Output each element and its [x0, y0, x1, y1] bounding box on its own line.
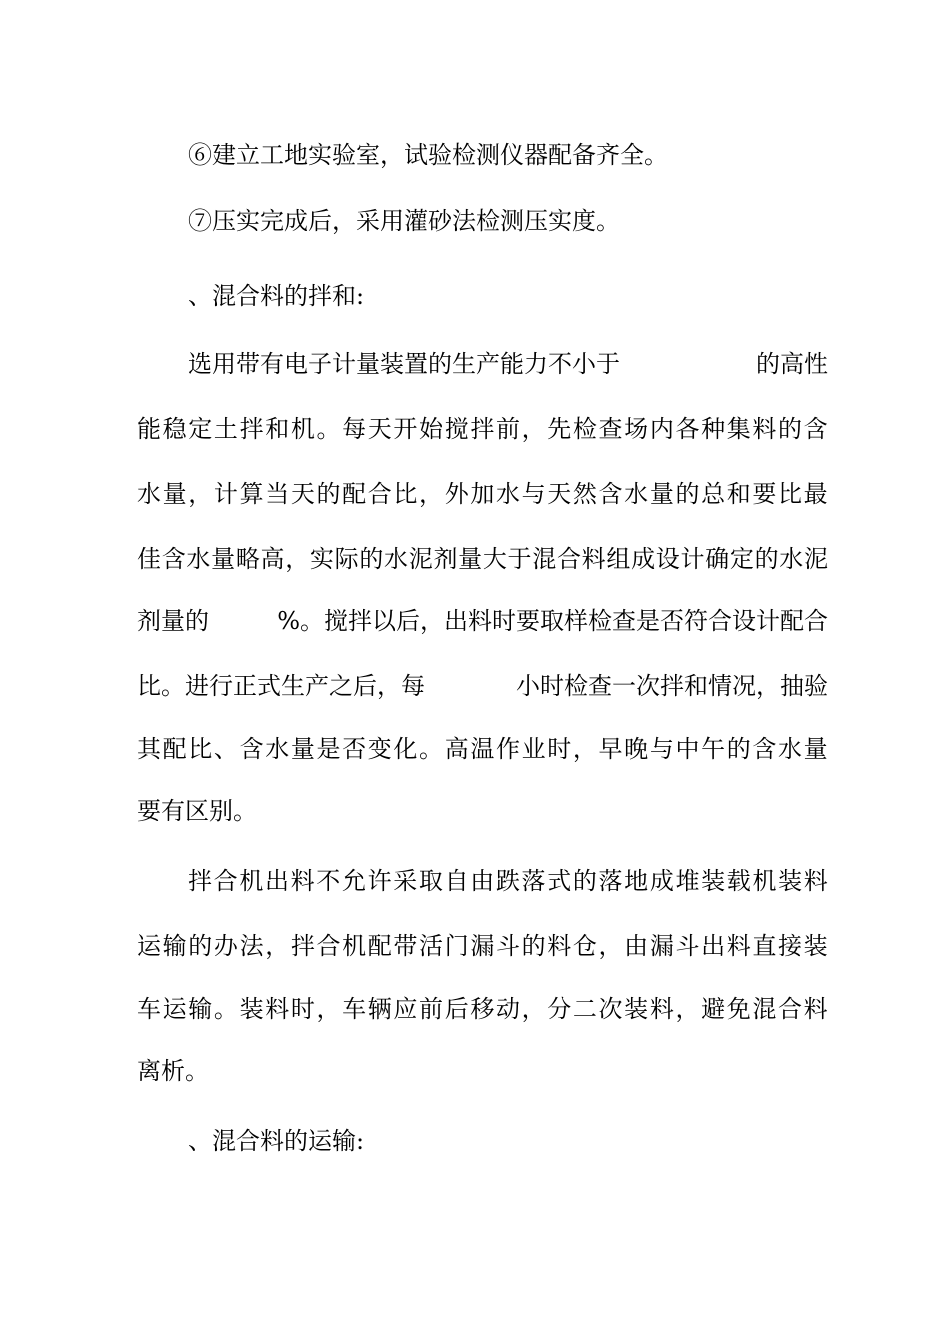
paragraph-char: 采: [393, 867, 418, 895]
paragraph-char: 水: [495, 480, 520, 508]
paragraph-char: 自: [444, 867, 469, 895]
paragraph-char: 水: [779, 545, 804, 573]
paragraph-char: ，: [675, 995, 700, 1023]
paragraph-char: ，: [521, 415, 546, 443]
paragraph-char: 合: [778, 995, 803, 1023]
paragraph-char: 漏: [649, 932, 674, 960]
paragraph-char: 混: [532, 545, 557, 573]
paragraph-char: 混: [752, 995, 777, 1023]
paragraph-char: 水: [186, 545, 211, 573]
paragraph-char: 出: [264, 867, 289, 895]
paragraph-char: 的: [316, 480, 341, 508]
paragraph-char: 略: [235, 545, 260, 573]
paragraph-char: 含: [752, 735, 777, 763]
paragraph-char: ，: [285, 545, 310, 573]
paragraph-char: 料: [290, 867, 315, 895]
paragraph-char: 量: [211, 545, 236, 573]
paragraph-char: 料: [752, 415, 777, 443]
paragraph-char: 与: [521, 480, 546, 508]
paragraph-char: 中: [675, 735, 700, 763]
paragraph-char: 拌: [239, 415, 264, 443]
paragraph-char: 的: [778, 415, 803, 443]
paragraph-char: 与: [649, 735, 674, 763]
paragraph-line: 离析。: [137, 1057, 209, 1085]
paragraph-char: 合: [316, 932, 341, 960]
paragraph-char: 仓: [572, 932, 597, 960]
paragraph-char: 当: [265, 480, 290, 508]
paragraph-char: 装: [624, 995, 649, 1023]
paragraph-char: 外: [444, 480, 469, 508]
paragraph-line-text-a: 剂量的: [137, 607, 209, 635]
paragraph-char: ，: [419, 480, 444, 508]
paragraph-char: 辆: [367, 995, 392, 1023]
paragraph-char: 前: [495, 415, 520, 443]
text-line-item-7: ⑦压实完成后，采用灌砂法检测压实度。: [188, 207, 620, 235]
paragraph-char: 各: [675, 415, 700, 443]
paragraph-char: 先: [547, 415, 572, 443]
paragraph-char: 。: [316, 415, 341, 443]
paragraph-char: 种: [701, 415, 726, 443]
section-heading-mixing: 、混合料的拌和:: [188, 282, 365, 310]
paragraph-char: 时: [547, 735, 572, 763]
paragraph-char: 含: [161, 545, 186, 573]
paragraph-line: [137, 735, 828, 763]
paragraph-char: 泥: [408, 545, 433, 573]
paragraph-char: 的: [754, 545, 779, 573]
paragraph-char: 不: [316, 867, 341, 895]
paragraph-char: 量: [649, 480, 674, 508]
paragraph-char: 配: [342, 480, 367, 508]
paragraph-char: 高: [260, 545, 285, 573]
paragraph-char: 法: [239, 932, 264, 960]
paragraph-char: 前: [419, 995, 444, 1023]
paragraph-char: 办: [213, 932, 238, 960]
paragraph-char: 天: [367, 415, 392, 443]
paragraph-char: 天: [290, 480, 315, 508]
paragraph-char: 斗: [495, 932, 520, 960]
paragraph-char: 成: [631, 545, 656, 573]
paragraph-char: 的: [188, 932, 213, 960]
paragraph-char: 比: [393, 480, 418, 508]
paragraph-char: 接: [778, 932, 803, 960]
paragraph-char: 配: [367, 932, 392, 960]
paragraph-char: ，: [188, 480, 213, 508]
paragraph-char: 允: [341, 867, 366, 895]
paragraph-char: 分: [547, 995, 572, 1023]
paragraph-char: 机: [290, 415, 315, 443]
paragraph-char: 地: [624, 867, 649, 895]
paragraph-line: [188, 350, 828, 378]
paragraph-char: 输: [162, 932, 187, 960]
paragraph-char: 料: [803, 995, 828, 1023]
paragraph-char: ，: [316, 995, 341, 1023]
paragraph-char: 机: [239, 867, 264, 895]
paragraph-char: 避: [701, 995, 726, 1023]
paragraph-char: 移: [470, 995, 495, 1023]
paragraph-char: 高: [444, 735, 469, 763]
paragraph-char: 跌: [495, 867, 520, 895]
paragraph-char: 量: [290, 735, 315, 763]
paragraph-char: 落: [521, 867, 546, 895]
paragraph-char: 比: [188, 735, 213, 763]
paragraph-char: 变: [367, 735, 392, 763]
paragraph-char: 实: [309, 545, 334, 573]
paragraph-char: 大: [482, 545, 507, 573]
paragraph-char: 配: [162, 735, 187, 763]
paragraph-char: 料: [649, 995, 674, 1023]
paragraph-char: 由: [624, 932, 649, 960]
paragraph-char: 水: [624, 480, 649, 508]
paragraph-char: 料: [581, 545, 606, 573]
paragraph-char: 定: [729, 545, 754, 573]
paragraph-char: 定: [188, 415, 213, 443]
paragraph-char: 剂: [433, 545, 458, 573]
paragraph-char: 门: [444, 932, 469, 960]
paragraph-char: 早: [598, 735, 623, 763]
paragraph-char: 车: [342, 995, 367, 1023]
paragraph-line: [137, 672, 828, 700]
paragraph-char: 的: [572, 867, 597, 895]
paragraph-char: 水: [137, 480, 161, 508]
paragraph-char: 料: [803, 867, 828, 895]
paragraph-char: 漏: [470, 932, 495, 960]
paragraph-char: 土: [213, 415, 238, 443]
paragraph-char: 装: [239, 995, 264, 1023]
paragraph-char: 计: [680, 545, 705, 573]
paragraph-char: 和: [726, 480, 751, 508]
paragraph-char: 查: [598, 415, 623, 443]
paragraph-char: 要: [752, 480, 777, 508]
paragraph-char: 温: [470, 735, 495, 763]
paragraph-char: 合: [213, 867, 238, 895]
paragraph-char: 是: [316, 735, 341, 763]
paragraph-char: 搅: [444, 415, 469, 443]
paragraph-char: 泥: [803, 545, 828, 573]
paragraph-char: 的: [675, 480, 700, 508]
paragraph-line: [137, 545, 828, 573]
paragraph-char: 际: [334, 545, 359, 573]
paragraph-char: 直: [752, 932, 777, 960]
paragraph-char: 业: [521, 735, 546, 763]
paragraph-char: 始: [419, 415, 444, 443]
paragraph-char: 活: [419, 932, 444, 960]
paragraph-char: 运: [137, 932, 161, 960]
paragraph-char: 合: [367, 480, 392, 508]
paragraph-char: 总: [701, 480, 726, 508]
paragraph-char: 堆: [675, 867, 700, 895]
paragraph-char: 佳: [137, 545, 161, 573]
paragraph-char: 开: [393, 415, 418, 443]
paragraph-char: 水: [778, 735, 803, 763]
paragraph-char: 装: [803, 932, 828, 960]
paragraph-char: 拌: [470, 415, 495, 443]
paragraph-char: 确: [705, 545, 730, 573]
paragraph-char: 的: [359, 545, 384, 573]
paragraph-char: 检: [572, 415, 597, 443]
paragraph-char: 最: [803, 480, 828, 508]
paragraph-char: 组: [606, 545, 631, 573]
paragraph-char: 料: [726, 932, 751, 960]
paragraph-char: 后: [444, 995, 469, 1023]
paragraph-char: 和: [265, 415, 290, 443]
paragraph-char: 计: [213, 480, 238, 508]
paragraph-char: 设: [655, 545, 680, 573]
paragraph-char: 机: [342, 932, 367, 960]
section-heading-transport: 、混合料的运输:: [188, 1127, 365, 1155]
paragraph-char: 其: [137, 735, 161, 763]
paragraph-char: 水: [384, 545, 409, 573]
paragraph-char: 机: [752, 867, 777, 895]
paragraph-char: 动: [495, 995, 520, 1023]
paragraph-char: ，: [265, 932, 290, 960]
paragraph-char: 否: [342, 735, 367, 763]
paragraph-char: 料: [265, 995, 290, 1023]
paragraph-char: 能: [137, 415, 161, 443]
paragraph-line-text-b: 小时检查一次拌和情况，抽验: [516, 672, 828, 700]
paragraph-char: 装: [701, 867, 726, 895]
paragraph-char: 取: [418, 867, 443, 895]
paragraph-char: 量: [803, 735, 828, 763]
paragraph-char: 算: [239, 480, 264, 508]
paragraph-char: 。: [419, 735, 444, 763]
paragraph-char: 集: [726, 415, 751, 443]
paragraph-char: 、: [213, 735, 238, 763]
paragraph-char: 应: [393, 995, 418, 1023]
paragraph-char: 式: [547, 867, 572, 895]
paragraph-char: 二: [572, 995, 597, 1023]
paragraph-char: 加: [470, 480, 495, 508]
paragraph-char: 带: [393, 932, 418, 960]
paragraph-line: 要有区别。: [137, 797, 257, 825]
paragraph-char: 午: [701, 735, 726, 763]
paragraph-line: [137, 480, 828, 508]
paragraph-line-text-b: 的高性: [756, 350, 828, 378]
paragraph-char: ，: [572, 735, 597, 763]
paragraph-line-text-a: 选用带有电子计量装置的生产能力不小于: [188, 350, 620, 378]
paragraph-char: 内: [649, 415, 674, 443]
paragraph-char: ，: [521, 995, 546, 1023]
paragraph-char: 比: [778, 480, 803, 508]
paragraph-char: 载: [726, 867, 751, 895]
paragraph-char: 。: [213, 995, 238, 1023]
paragraph-char: 出: [701, 932, 726, 960]
paragraph-char: 成: [649, 867, 674, 895]
paragraph-char: 车: [137, 995, 161, 1023]
text-line-item-6: ⑥建立工地实验室，试验检测仪器配备齐全。: [188, 141, 668, 169]
paragraph-char: 由: [470, 867, 495, 895]
paragraph-char: 装: [778, 867, 803, 895]
paragraph-line: [137, 415, 828, 443]
paragraph-char: 含: [239, 735, 264, 763]
paragraph-line: [137, 995, 828, 1023]
paragraph-char: 每: [342, 415, 367, 443]
paragraph-char: 运: [162, 995, 187, 1023]
paragraph-char: 天: [547, 480, 572, 508]
paragraph-char: 许: [367, 867, 392, 895]
paragraph-char: 化: [393, 735, 418, 763]
paragraph-char: ，: [598, 932, 623, 960]
paragraph-char: 拌: [290, 932, 315, 960]
paragraph-line: [188, 867, 828, 895]
paragraph-char: 晚: [624, 735, 649, 763]
paragraph-line-text-a: 比。进行正式生产之后，每: [137, 672, 425, 700]
paragraph-char: 然: [572, 480, 597, 508]
paragraph-char: 含: [803, 415, 828, 443]
paragraph-char: 拌: [188, 867, 212, 895]
paragraph-char: 稳: [162, 415, 187, 443]
paragraph-char: 的: [726, 735, 751, 763]
paragraph-char: 次: [598, 995, 623, 1023]
paragraph-char: 免: [726, 995, 751, 1023]
paragraph-char: 作: [495, 735, 520, 763]
paragraph-char: 于: [507, 545, 532, 573]
paragraph-char: 场: [624, 415, 649, 443]
paragraph-line-text-b: %。搅拌以后，出料时要取样检查是否符合设计配合: [277, 607, 828, 635]
paragraph-char: 水: [265, 735, 290, 763]
paragraph-char: 含: [598, 480, 623, 508]
paragraph-char: 时: [290, 995, 315, 1023]
paragraph-line: [137, 607, 828, 635]
paragraph-char: 输: [188, 995, 213, 1023]
paragraph-char: 的: [521, 932, 546, 960]
paragraph-char: 斗: [675, 932, 700, 960]
paragraph-char: 合: [556, 545, 581, 573]
paragraph-char: 量: [458, 545, 483, 573]
paragraph-char: 落: [598, 867, 623, 895]
paragraph-line: [137, 932, 828, 960]
paragraph-char: 料: [547, 932, 572, 960]
paragraph-char: 量: [162, 480, 187, 508]
